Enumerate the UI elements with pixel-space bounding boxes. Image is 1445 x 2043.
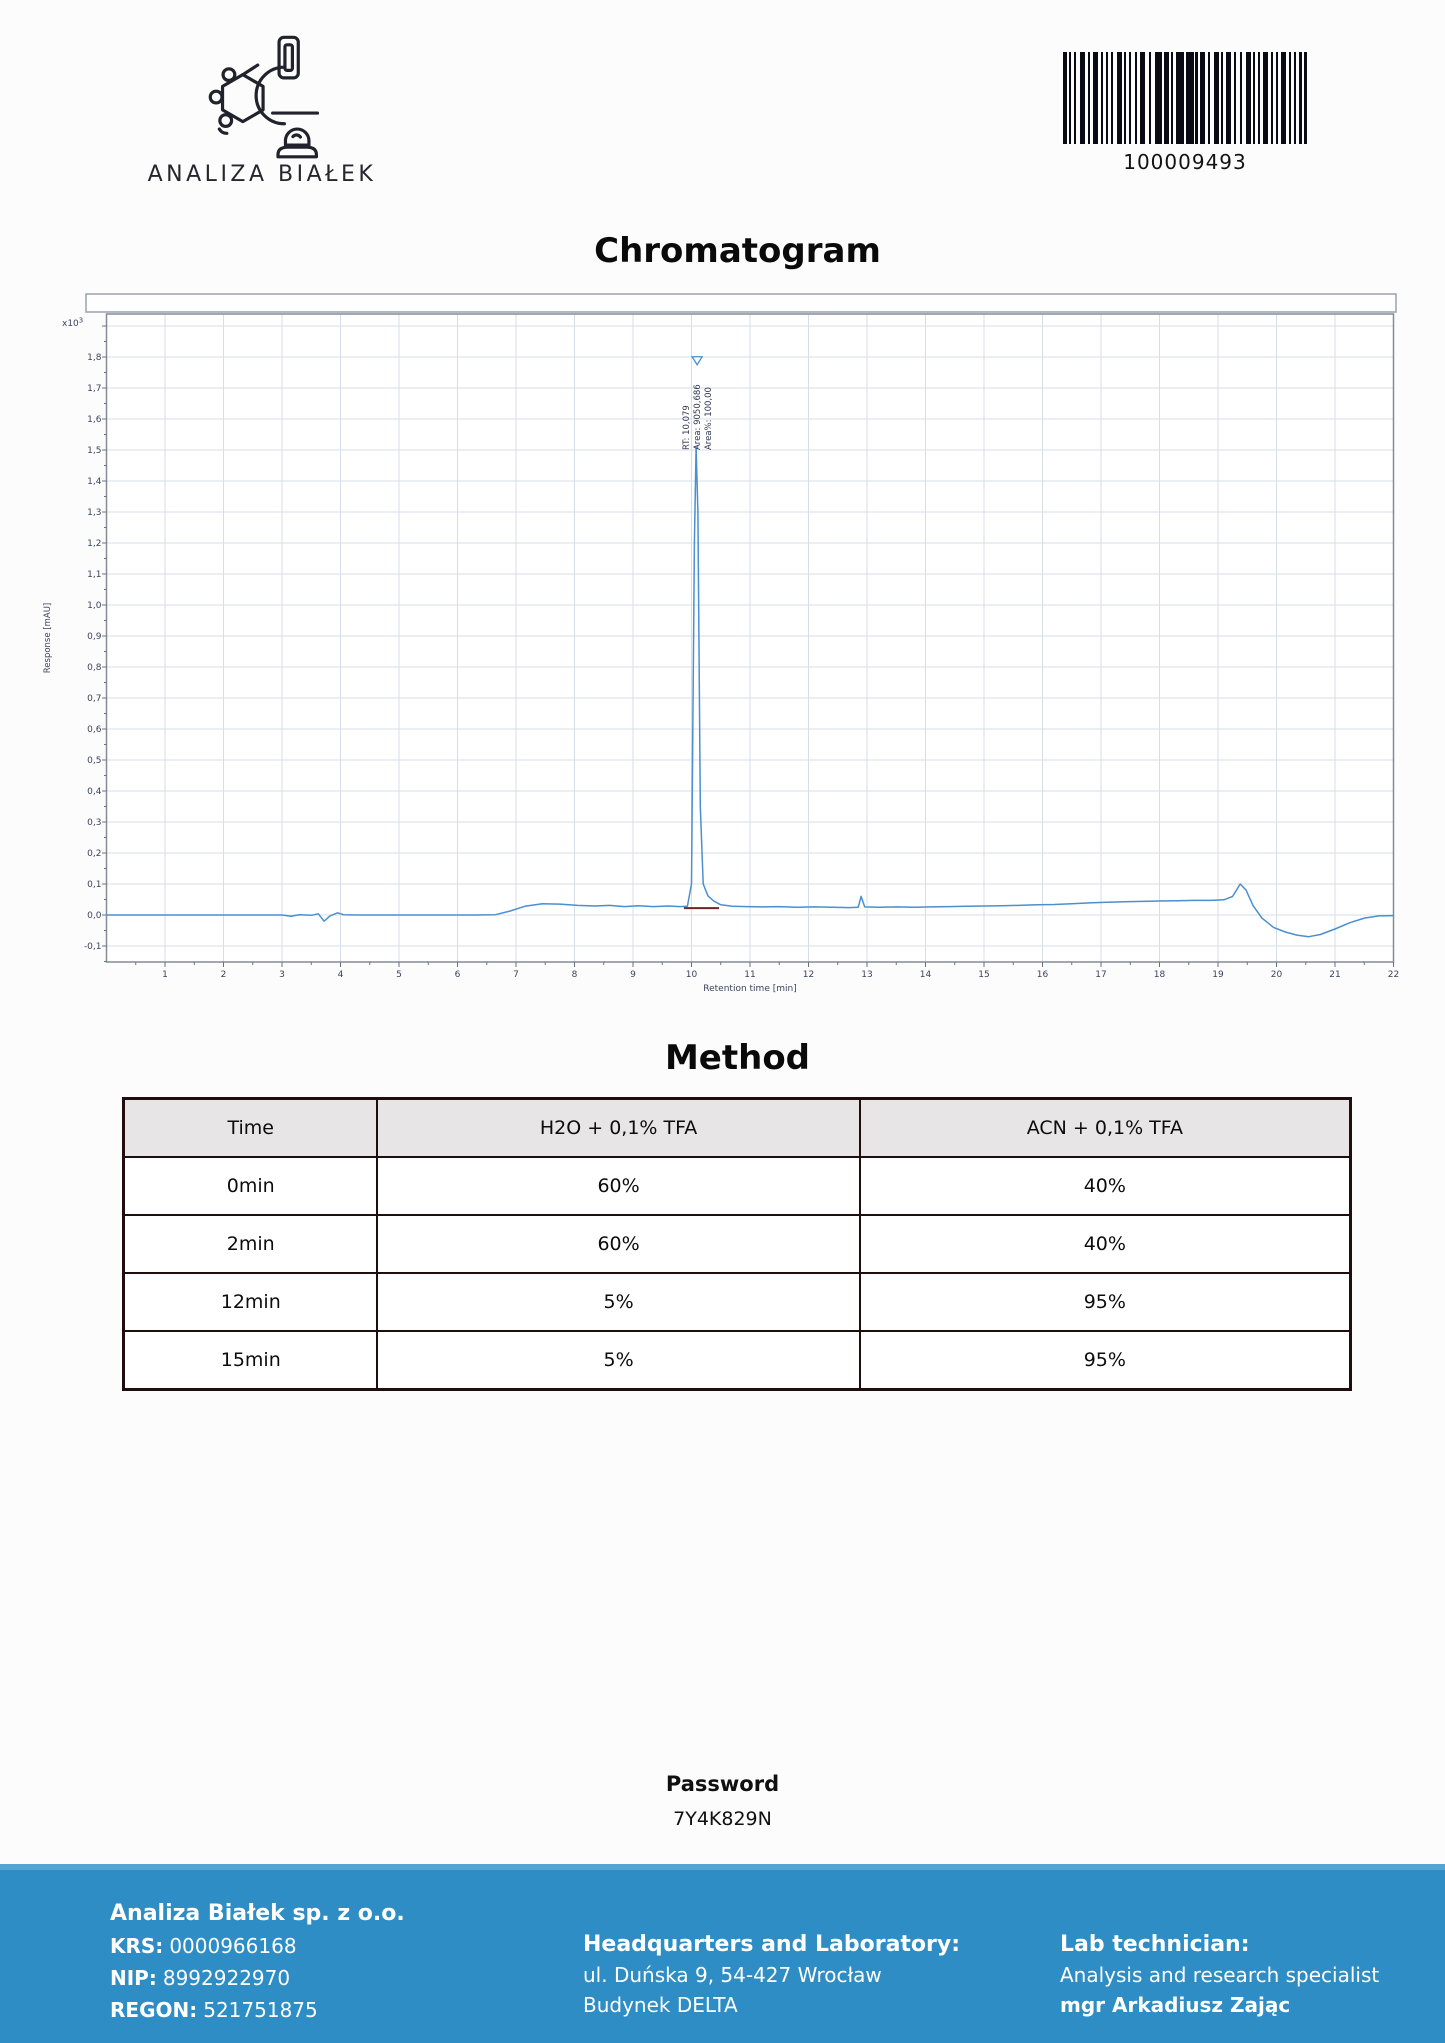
svg-text:17: 17 bbox=[1095, 970, 1107, 980]
svg-text:9: 9 bbox=[630, 970, 636, 980]
method-table-cell: 40% bbox=[860, 1215, 1351, 1273]
svg-text:1,8: 1,8 bbox=[87, 353, 102, 363]
footer-krs-line bbox=[110, 1930, 405, 1962]
svg-text:-0,1: -0,1 bbox=[83, 942, 102, 952]
svg-text:15: 15 bbox=[978, 970, 990, 980]
footer-tech-name: mgr Arkadiusz Zając bbox=[1060, 1993, 1291, 2017]
svg-text:Area: 9050,686: Area: 9050,686 bbox=[693, 384, 704, 450]
footer-hq-title: Headquarters and Laboratory: bbox=[583, 1932, 961, 1957]
svg-text:14: 14 bbox=[919, 970, 932, 980]
method-table-row bbox=[124, 1215, 1351, 1273]
svg-text:0,1: 0,1 bbox=[87, 880, 102, 890]
footer-regon-label: REGON: bbox=[110, 1998, 198, 2022]
chromatogram-plot bbox=[40, 290, 1405, 1015]
svg-text:8: 8 bbox=[571, 970, 578, 980]
method-table-row bbox=[124, 1273, 1351, 1331]
svg-text:0,0: 0,0 bbox=[87, 911, 102, 921]
footer bbox=[0, 1864, 1445, 2043]
footer-regon-value: 521751875 bbox=[203, 1998, 318, 2022]
method-table-cell: 5% bbox=[377, 1273, 859, 1331]
footer-nip-value: 8992922970 bbox=[162, 1966, 291, 1990]
method-table-header-row bbox=[124, 1099, 1351, 1158]
method-table-cell: 0min bbox=[124, 1157, 378, 1215]
svg-text:1,0: 1,0 bbox=[87, 601, 102, 611]
password-value: 7Y4K829N bbox=[673, 1808, 772, 1830]
method-table bbox=[122, 1097, 1352, 1391]
method-table-cell: 60% bbox=[377, 1215, 859, 1273]
footer-krs-value: 0000966168 bbox=[169, 1934, 297, 1958]
svg-text:0,7: 0,7 bbox=[87, 694, 102, 704]
svg-text:3: 3 bbox=[279, 970, 285, 980]
method-table-cell: 2min bbox=[124, 1215, 378, 1273]
svg-text:Area%: 100,00: Area%: 100,00 bbox=[704, 387, 715, 450]
footer-lab-technician-block bbox=[1060, 1930, 1379, 2020]
svg-text:0,9: 0,9 bbox=[87, 632, 102, 642]
method-table-row bbox=[124, 1157, 1351, 1215]
footer-nip-label: NIP: bbox=[110, 1966, 157, 1990]
svg-text:5: 5 bbox=[396, 970, 402, 980]
svg-text:1,3: 1,3 bbox=[87, 508, 102, 518]
svg-text:21: 21 bbox=[1329, 970, 1341, 980]
method-table-header-cell: ACN + 0,1% TFA bbox=[860, 1099, 1351, 1158]
method-table-header-cell: H2O + 0,1% TFA bbox=[377, 1099, 859, 1158]
svg-text:11: 11 bbox=[744, 970, 756, 980]
svg-text:18: 18 bbox=[1153, 970, 1166, 980]
chromatogram-title: Chromatogram bbox=[594, 231, 881, 271]
svg-text:x103: $x10^3$ bbox=[62, 316, 84, 329]
svg-text:13: 13 bbox=[861, 970, 873, 980]
footer-regon-line bbox=[110, 1994, 405, 2026]
svg-text:0,3: 0,3 bbox=[87, 818, 102, 828]
password-label: Password bbox=[665, 1772, 780, 1796]
svg-text:1,2: 1,2 bbox=[87, 539, 102, 549]
footer-company-block bbox=[110, 1898, 405, 2026]
svg-text:Retention time [min]: Retention time [min] bbox=[703, 984, 797, 994]
svg-text:6: 6 bbox=[454, 970, 461, 980]
barcode bbox=[1063, 52, 1307, 174]
footer-headquarters-block bbox=[583, 1930, 960, 2020]
svg-text:22: 22 bbox=[1387, 970, 1400, 980]
method-title: Method bbox=[664, 1038, 811, 1078]
method-table-cell: 95% bbox=[860, 1273, 1351, 1331]
svg-text:0,2: 0,2 bbox=[87, 849, 102, 859]
svg-text:0,4: 0,4 bbox=[87, 787, 102, 797]
svg-text:1: 1 bbox=[162, 970, 168, 980]
method-table-row bbox=[124, 1331, 1351, 1390]
svg-text:2: 2 bbox=[220, 970, 227, 980]
method-table-header-cell: Time bbox=[124, 1099, 378, 1158]
barcode-value: 100009493 bbox=[1123, 150, 1247, 174]
svg-text:20: 20 bbox=[1270, 970, 1283, 980]
svg-text:16: 16 bbox=[1036, 970, 1049, 980]
method-table-cell: 12min bbox=[124, 1273, 378, 1331]
method-table-cell: 40% bbox=[860, 1157, 1351, 1215]
svg-text:1,7: 1,7 bbox=[87, 384, 102, 394]
barcode-bars-icon bbox=[1063, 52, 1307, 144]
footer-hq-building: Budynek DELTA bbox=[583, 1993, 738, 2017]
svg-text:4: 4 bbox=[337, 970, 344, 980]
chromatogram-chart bbox=[40, 290, 1405, 1015]
svg-text:0,6: 0,6 bbox=[87, 725, 102, 735]
method-table-cell: 95% bbox=[860, 1331, 1351, 1390]
footer-tech-title: Lab technician: bbox=[1060, 1932, 1250, 1957]
footer-hq-address: ul. Duńska 9, 54-427 Wrocław bbox=[583, 1963, 882, 1987]
footer-tech-role: Analysis and research specialist bbox=[1060, 1963, 1380, 1987]
svg-text:1,1: 1,1 bbox=[87, 570, 102, 580]
brand-name: ANALIZA BIAŁEK bbox=[147, 162, 377, 187]
svg-text:7: 7 bbox=[513, 970, 519, 980]
footer-company-name: Analiza Białek sp. z o.o. bbox=[110, 1901, 405, 1926]
svg-text:0,8: 0,8 bbox=[87, 663, 102, 673]
svg-text:RT: 10,079: RT: 10,079 bbox=[682, 405, 693, 450]
footer-nip-line bbox=[110, 1962, 405, 1994]
method-table-cell: 60% bbox=[377, 1157, 859, 1215]
method-table-cell: 15min bbox=[124, 1331, 378, 1390]
svg-text:19: 19 bbox=[1212, 970, 1224, 980]
svg-text:12: 12 bbox=[802, 970, 815, 980]
molecule-microscope-icon bbox=[198, 30, 326, 162]
svg-text:1,5: 1,5 bbox=[87, 446, 102, 456]
svg-text:0,5: 0,5 bbox=[87, 756, 102, 766]
svg-text:Response [mAU]: Response [mAU] bbox=[43, 602, 53, 674]
method-table-cell: 5% bbox=[377, 1331, 859, 1390]
svg-text:1,4: 1,4 bbox=[87, 477, 102, 487]
footer-krs-label: KRS: bbox=[110, 1934, 164, 1958]
svg-text:10: 10 bbox=[685, 970, 698, 980]
svg-text:1,6: 1,6 bbox=[87, 415, 102, 425]
